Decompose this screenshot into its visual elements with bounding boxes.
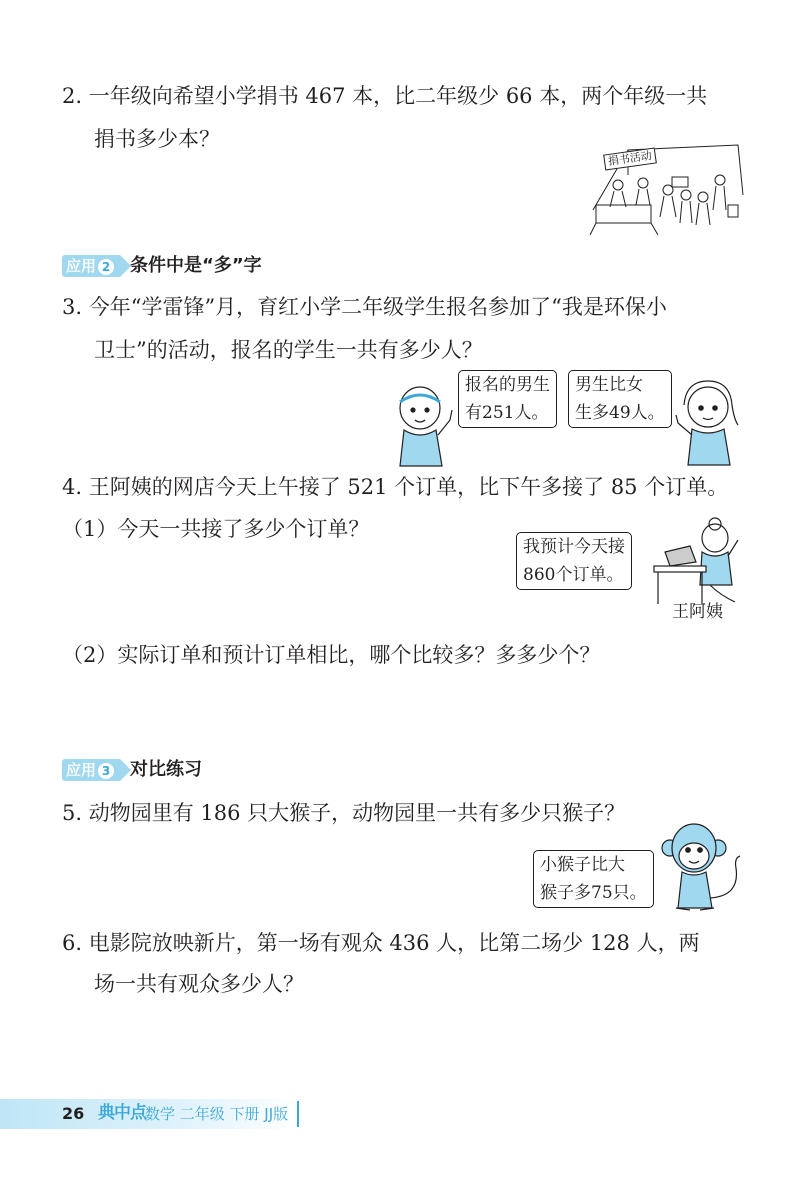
boy-illustration — [390, 380, 456, 468]
brand-logo: 典中点 — [98, 1103, 146, 1123]
aunt-wang-illustration — [650, 510, 745, 605]
app3-title: 对比练习 — [130, 759, 202, 780]
app3-tag — [62, 759, 120, 781]
page-number: 26 — [62, 1104, 85, 1123]
q2-line1: 2. 一年级向希望小学捐书 467 本，比二年级少 66 本，两个年级一共 — [62, 84, 708, 108]
app2-tag-number: 2 — [98, 259, 114, 275]
app2-title: 条件中是“多”字 — [130, 255, 262, 276]
monkey-illustration — [660, 818, 745, 916]
q3-bubble2-line2: 生多49人。 — [575, 403, 665, 423]
aunt-wang-caption: 王阿姨 — [672, 602, 723, 622]
q3-speech-bubble-boy — [458, 370, 557, 428]
q5-speech-bubble — [533, 850, 654, 908]
q4-sub1: （1）今天一共接了多少个订单？ — [62, 517, 370, 541]
footer-divider — [297, 1101, 299, 1127]
girl-illustration — [672, 375, 744, 467]
q4-bubble-line1: 我预计今天接 — [523, 537, 625, 557]
q4-line1: 4. 王阿姨的网店今天上午接了 521 个订单，比下午多接了 85 个订单。 — [62, 475, 729, 499]
q5-bubble-line1: 小猴子比大 — [540, 855, 625, 875]
q2-line2: 捐书多少本？ — [94, 127, 220, 151]
q4-bubble-line2: 860个订单。 — [523, 565, 624, 585]
q4-speech-bubble — [516, 532, 632, 590]
q3-bubble1-line1: 报名的男生 — [465, 375, 550, 395]
q3-line2: 卫士”的活动，报名的学生一共有多少人？ — [94, 338, 483, 362]
q3-bubble2-line1: 男生比女 — [575, 375, 643, 395]
app3-tag-label: 应用 — [66, 761, 97, 779]
book-donation-illustration — [588, 135, 748, 240]
q4-sub2: （2）实际订单和预计订单相比，哪个比较多？多多少个？ — [62, 643, 601, 667]
q6-line1: 6. 电影院放映新片，第一场有观众 436 人，比第二场少 128 人，两 — [62, 931, 700, 955]
q3-bubble1-line2: 有251人。 — [465, 403, 549, 423]
q5-bubble-line2: 猴子多75只。 — [540, 883, 647, 903]
q3-speech-bubble-girl — [568, 370, 672, 428]
q3-line1: 3. 今年“学雷锋”月，育红小学二年级学生报名参加了“我是环保小 — [62, 295, 667, 319]
app2-tag — [62, 255, 120, 277]
book-subtitle: 数学 二年级 下册 JJ版 — [145, 1105, 289, 1123]
app2-tag-label: 应用 — [66, 257, 97, 275]
q5-line1: 5. 动物园里有 186 只大猴子，动物园里一共有多少只猴子？ — [62, 801, 626, 825]
q6-line2: 场一共有观众多少人？ — [94, 972, 304, 996]
app3-tag-number: 3 — [98, 763, 114, 779]
donation-sign: 捐书活动 — [603, 147, 657, 170]
